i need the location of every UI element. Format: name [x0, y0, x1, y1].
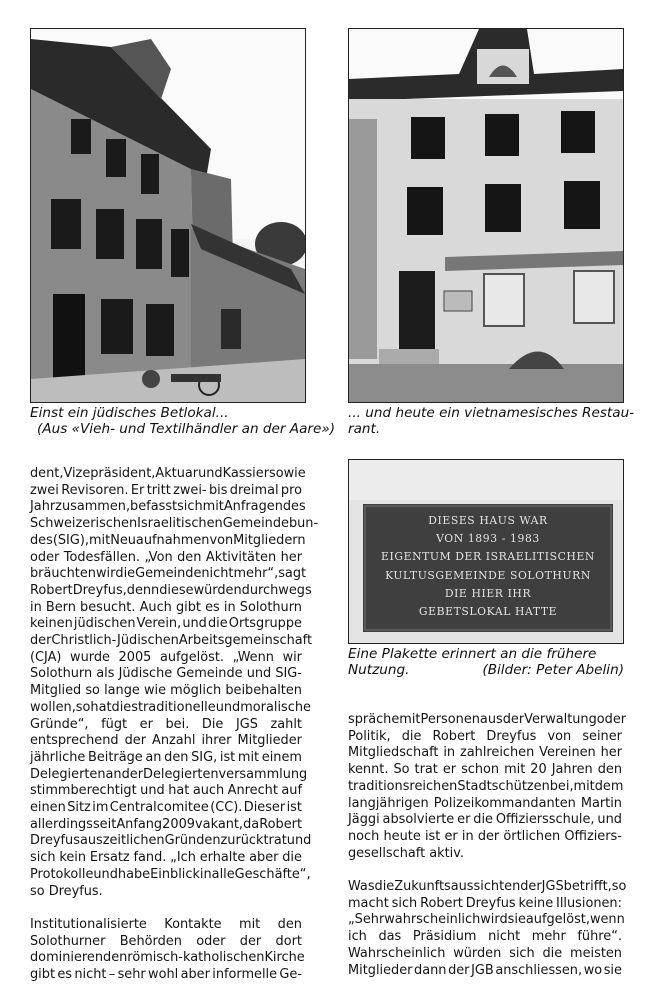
- text-line: gibt es nicht – sehr wohl aber informelle Ge-: [30, 967, 302, 983]
- text-line: Politik, die Robert Dreyfus von seiner: [348, 728, 622, 744]
- caption-plaque: [348, 646, 624, 678]
- text-line: traditionsreichen Stadtschützen bei, mit dem: [348, 778, 624, 794]
- caption-line: ... und heute ein vietnamesisches Restau-: [348, 405, 635, 421]
- text-line: noch heute ist er in der örtlichen Offiziers-: [348, 828, 622, 844]
- text-line: so Dreyfus.: [30, 883, 103, 899]
- text-line: Delegierten an der Delegiertenversammlung: [30, 766, 308, 782]
- text-line: Jahr zusammen, befasst sich mit Anfragen des: [30, 499, 306, 515]
- text-line: oder Todesfällen. „Von den Aktivitäten her: [30, 549, 302, 565]
- text-line: macht sich Robert Dreyfus keine Illusionen:: [348, 895, 622, 911]
- text-line: entsprechend der Anzahl ihrer Mitglieder: [30, 733, 302, 749]
- plaque-inscription: [365, 512, 611, 621]
- text-line: dent, Vizepräsident, Aktuar und Kassier sowie: [30, 466, 306, 481]
- text-line: kennt. So trat er schon mit 20 Jahren den: [348, 762, 622, 778]
- plaque-line: VON 1893 - 1983: [436, 532, 540, 546]
- text-line: Mitgliedschaft in zahlreichen Vereinen her: [348, 745, 622, 761]
- caption-line: Nutzung.: [348, 662, 410, 678]
- text-line: gesellschaft aktiv.: [348, 845, 464, 861]
- caption-line: rant.: [348, 421, 381, 437]
- paragraph-2: [348, 879, 627, 979]
- plaque-line: KULTUSGEMEINDE SOLOTHURN: [385, 568, 591, 582]
- text-line: jährliche Beiträge an den SIG, ist mit einem: [30, 749, 302, 765]
- text-line: Jäggi absolvierte er die Offiziersschule, und: [348, 812, 622, 828]
- text-line: Mitglieder dann der JGB anschliessen, wo sie: [348, 962, 622, 978]
- plaque-line: EIGENTUM DER ISRAELITISCHEN: [381, 550, 595, 564]
- plaque-line: GEBETSLOKAL HATTE: [418, 605, 558, 619]
- text-line: der Christlich-Jüdischen Arbeitsgemeinschaft: [30, 633, 313, 649]
- paragraph-1: [348, 712, 627, 862]
- text-line: spräche mit Personen aus der Verwaltung oder: [348, 712, 627, 727]
- text-line: bräuchten wir die Gemeinde nicht mehr“, sagt: [30, 566, 307, 582]
- old-building-photo-icon: [31, 29, 305, 402]
- caption-line: (Aus «Vieh- und Textilhändler an der Aare»): [37, 421, 336, 437]
- restaurant-building-photo: [348, 28, 624, 403]
- plaque-line: DIE HIER IHR: [444, 586, 532, 600]
- memorial-plaque-photo: [348, 459, 624, 644]
- text-line: Was die Zukunftsaussichten der JGS betrifft, so: [348, 879, 627, 895]
- text-line: Mitglied so lange wie möglich beibehalten: [30, 683, 302, 699]
- plaque-line: DIESES HAUS WAR: [428, 514, 548, 527]
- text-line: allerdings seit Anfang 2009 vakant, da Robert: [30, 816, 302, 832]
- text-line: „Sehr wahrscheinlich wird sie aufgelöst, wenn: [348, 912, 625, 928]
- right-text-column: [348, 712, 627, 979]
- text-line: stimmberechtigt und hat auch Anrecht auf: [30, 783, 302, 799]
- photo-credit: (Bilder: Peter Abelin): [482, 662, 624, 678]
- text-line: einen Sitz im Centralcomitee (CC). Dieser ist: [30, 800, 302, 816]
- text-line: Protokolle und habe Einblick in alle Geschäfte“,: [30, 866, 311, 882]
- text-line: Solothurn als Jüdische Gemeinde und SIG-: [30, 666, 302, 682]
- old-building-photo: [30, 28, 306, 403]
- text-line: keinen jüdischen Verein, und die Ortsgruppe: [30, 616, 302, 632]
- text-line: in Bern besucht. Auch gibt es in Solothurn: [30, 599, 302, 615]
- text-line: des (SIG), mit Neuaufnahmen von Mitgliedern: [30, 532, 306, 548]
- text-line: sich kein Ersatz fand. „Ich erhalte aber die: [30, 850, 302, 866]
- text-line: wollen, so hat dies traditionelle und moralische: [30, 699, 311, 715]
- text-line: Dreyfus aus zeitlichen Gründen zurücktrat und: [30, 833, 312, 849]
- paragraph-1: [30, 466, 319, 900]
- text-line: (CJA) wurde 2005 aufgelöst. „Wenn wir: [30, 649, 302, 665]
- text-line: Gründe“, fügt er bei. Die JGS zahlt: [30, 716, 302, 732]
- text-line: dominierenden römisch-katholischen Kirche: [30, 950, 305, 966]
- text-line: Wahrscheinlich würden sich die meisten: [348, 945, 622, 961]
- restaurant-building-photo-icon: [349, 29, 623, 402]
- caption-old-building: [30, 405, 336, 437]
- text-line: ich das Präsidium nicht mehr führe“.: [348, 929, 622, 945]
- text-line: Solothurner Behörden oder der dort: [30, 933, 302, 949]
- text-line: Schweizerischen Israelitischen Gemeindebun-: [30, 516, 319, 532]
- caption-restaurant: [348, 405, 635, 437]
- text-line: Institutionalisierte Kontakte mit den: [30, 916, 302, 932]
- text-line: langjährigen Polizeikommandanten Martin: [348, 795, 622, 811]
- paragraph-2: [30, 916, 305, 984]
- caption-line: Eine Plakette erinnert an die frühere: [348, 646, 597, 662]
- text-line: Robert Dreyfus, denn diese würden durchwegs: [30, 582, 312, 598]
- left-text-column: [30, 466, 319, 984]
- caption-line: Einst ein jüdisches Betlokal...: [30, 405, 229, 421]
- text-line: zwei Revisoren. Er tritt zwei- bis dreimal pro: [30, 482, 302, 498]
